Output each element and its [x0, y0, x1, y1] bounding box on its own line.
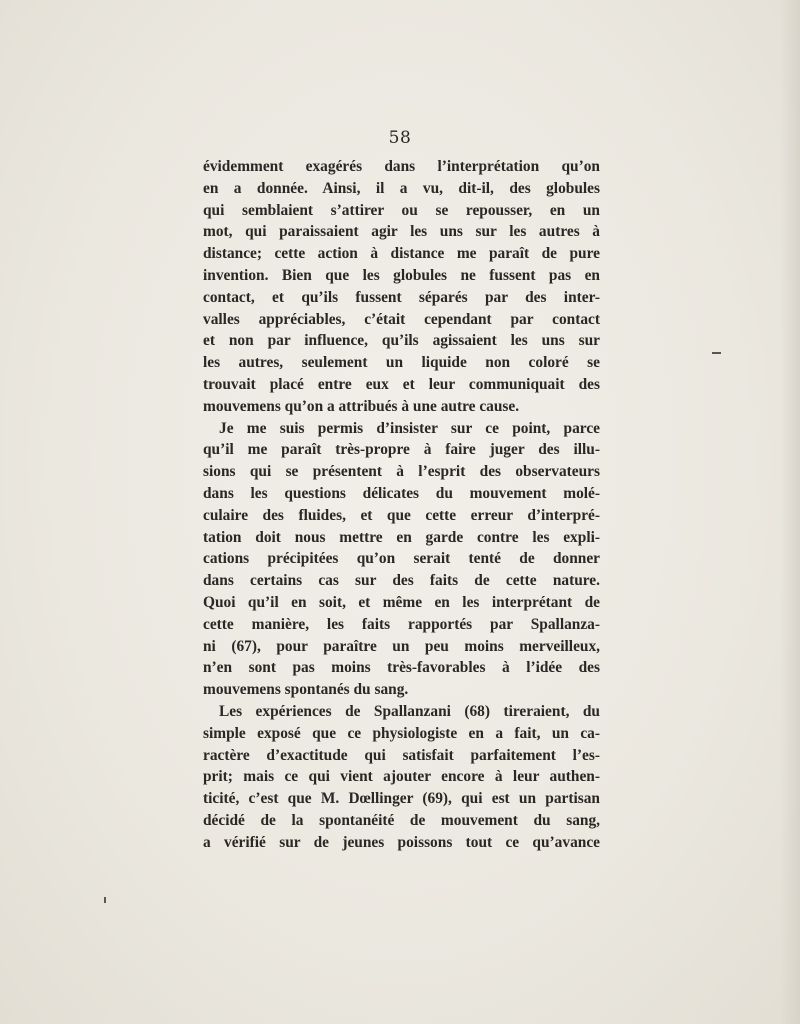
text-line: mot, qui paraissaient agir les uns sur les autres à	[203, 223, 600, 241]
text-line: simple exposé que ce physiologiste en a fait, un ca-	[203, 724, 600, 742]
text-line: qu’il me paraît très-propre à faire juger des illu-	[203, 441, 600, 459]
text-line: dans certains cas sur des faits de cette nature.	[203, 572, 600, 590]
text-line: Quoi qu’il en soit, et même en les interprétant de	[203, 593, 600, 611]
text-line: cette manière, les faits rapportés par Spallanza-	[203, 615, 600, 633]
text-line: Les expériences de Spallanzani (68) tireraient, du	[219, 702, 600, 720]
text-line: culaire des fluides, et que cette erreur d’interpré-	[203, 506, 600, 524]
paragraph	[203, 701, 600, 854]
page-edge-shadow	[780, 0, 800, 1024]
text-line: distance; cette action à distance me paraît de pure	[203, 245, 600, 263]
text-line: dans les questions délicates du mouvement molé-	[203, 484, 600, 502]
paragraph	[203, 418, 600, 701]
text-line: ni (67), pour paraître un peu moins merveilleux,	[203, 637, 600, 655]
text-line: invention. Bien que les globules ne fussent pas en	[203, 266, 600, 284]
text-line: sions qui se présentent à l’esprit des observateurs	[203, 463, 600, 481]
text-line: qui semblaient s’attirer ou se repousser, en un	[203, 201, 600, 219]
text-line: décidé de la spontanéité de mouvement du sang,	[203, 811, 600, 829]
text-line: mouvemens qu’on a attribués à une autre cause.	[203, 397, 520, 415]
text-line: n’en sont pas moins très-favorables à l’idée des	[203, 659, 600, 677]
text-line: évidemment exagérés dans l’interprétation qu’on	[203, 158, 600, 175]
stray-ink-mark	[104, 897, 106, 903]
stray-ink-mark	[712, 352, 721, 354]
body-text	[203, 156, 600, 854]
text-line: tation doit nous mettre en garde contre les expli-	[203, 528, 600, 546]
page-number: 58	[388, 128, 412, 148]
text-line: cations précipitées qu’on serait tenté de donner	[203, 550, 600, 568]
text-line: les autres, seulement un liquide non coloré se	[203, 354, 600, 372]
text-line: prit; mais ce qui vient ajouter encore à leur authen-	[203, 768, 600, 786]
paragraph	[203, 156, 600, 418]
text-line: en a donnée. Ainsi, il a vu, dit-il, des globules	[203, 179, 600, 197]
text-line: valles appréciables, c’était cependant par contact	[203, 310, 600, 328]
text-line: trouvait placé entre eux et leur communiquait des	[203, 375, 600, 393]
text-line: mouvemens spontanés du sang.	[203, 681, 409, 699]
text-line: et non par influence, qu’ils agissaient les uns sur	[203, 332, 600, 350]
text-line: a vérifié sur de jeunes poissons tout ce qu’avance	[203, 833, 600, 851]
text-line: ractère d’exactitude qui satisfait parfaitement l’es-	[203, 746, 600, 764]
text-line: contact, et qu’ils fussent séparés par des inter-	[203, 288, 600, 306]
text-line: Je me suis permis d’insister sur ce point, parce	[219, 419, 600, 437]
text-line: ticité, c’est que M. Dœllinger (69), qui est un partisan	[203, 790, 600, 808]
